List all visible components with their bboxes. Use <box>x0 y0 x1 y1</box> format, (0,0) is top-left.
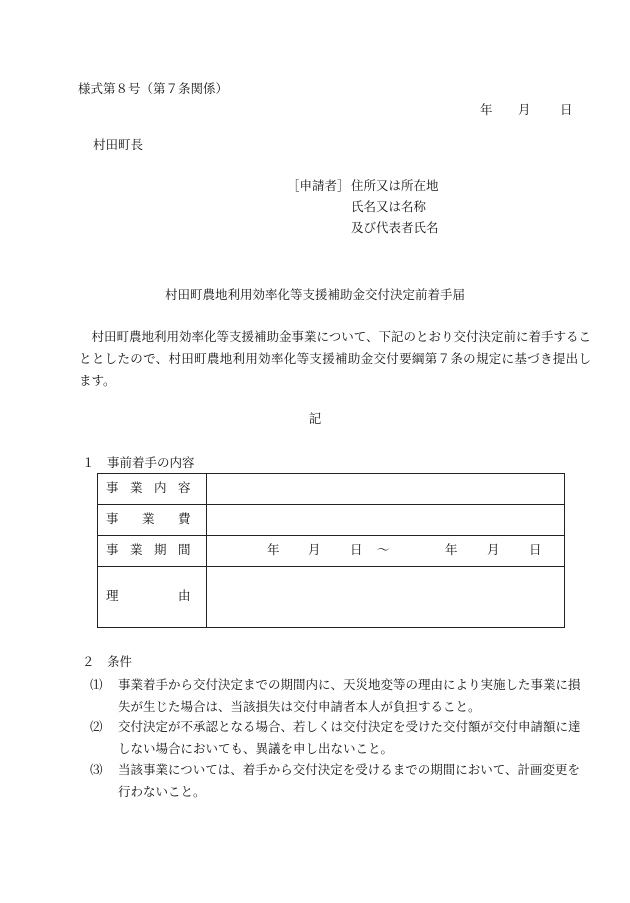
content-label-cell <box>98 474 207 505</box>
period-value-cell[interactable] <box>207 536 565 567</box>
table-row <box>98 567 565 628</box>
cost-label-char: 費 <box>178 511 191 526</box>
date-year-label: 年 <box>480 102 493 117</box>
condition-item <box>90 759 590 803</box>
date-day-label: 日 <box>560 102 573 117</box>
addressee: 村田町長 <box>93 137 144 152</box>
reason-label-cell <box>98 567 207 628</box>
reason-label-char: 理 <box>106 588 119 603</box>
period-label-char: 事 <box>106 542 119 557</box>
content-label-char: 業 <box>130 480 143 495</box>
period-end-day: 日 <box>529 542 542 557</box>
applicant-name-label: 氏名又は名称 <box>351 199 427 214</box>
condition-number: ⑶ <box>90 762 103 777</box>
table-row <box>98 536 565 567</box>
period-end-month: 月 <box>487 542 500 557</box>
reason-label-char: 由 <box>178 588 191 603</box>
table-row <box>98 474 565 505</box>
date-month-label: 月 <box>518 102 531 117</box>
condition-text: 当該事業については、着手から交付決定を受けるまでの期間において、計画変更を行わないこと。 <box>118 762 581 799</box>
period-label-char: 業 <box>130 542 143 557</box>
table-row <box>98 505 565 536</box>
period-label-cell <box>98 536 207 567</box>
ki-heading: 記 <box>308 411 322 426</box>
section1-heading: １ 事前着手の内容 <box>82 455 195 470</box>
period-start-year: 年 <box>267 542 280 557</box>
section2-heading: ２ 条件 <box>82 654 133 669</box>
form-number: 様式第８号（第７条関係） <box>78 81 229 96</box>
condition-number: ⑴ <box>90 677 103 692</box>
period-start-day: 日 <box>350 542 363 557</box>
cost-label-char: 業 <box>142 511 155 526</box>
advance-start-table <box>97 473 565 628</box>
content-label-char: 容 <box>178 480 191 495</box>
applicant-address-label: 住所又は所在地 <box>351 178 439 193</box>
condition-item <box>90 674 590 718</box>
period-tilde: ～ <box>377 542 390 557</box>
condition-text: 交付決定が不承認となる場合、若しくは交付決定を受けた交付額が交付申請額に達しない場合においても、異議を申し出ないこと。 <box>118 719 581 756</box>
period-label-char: 間 <box>178 542 191 557</box>
period-start-month: 月 <box>308 542 321 557</box>
document-title: 村田町農地利用効率化等支援補助金交付決定前着手届 <box>164 287 465 302</box>
body-paragraph: 村田町農地利用効率化等支援補助金事業について、下記のとおり交付決定前に着手することとしたので、村田町農地利用効率化等支援補助金交付要綱第７条の規定に基づき提出します。 <box>79 329 592 388</box>
content-label-char: 内 <box>154 480 167 495</box>
reason-value-cell[interactable] <box>207 567 565 628</box>
cost-value-cell[interactable] <box>207 505 565 536</box>
applicant-representative-label: 及び代表者氏名 <box>351 220 439 235</box>
condition-item <box>90 716 590 760</box>
content-value-cell[interactable] <box>207 474 565 505</box>
cost-label-cell <box>98 505 207 536</box>
cost-label-char: 事 <box>106 511 119 526</box>
period-label-char: 期 <box>154 542 167 557</box>
condition-number: ⑵ <box>90 719 103 734</box>
period-end-year: 年 <box>445 542 458 557</box>
applicant-label: ［申請者］ <box>287 178 350 193</box>
condition-text: 事業着手から交付決定までの期間内に、天災地変等の理由により実施した事業に損失が生じた場合は、当該損失は交付申請者本人が負担すること。 <box>118 677 581 714</box>
content-label-char: 事 <box>106 480 119 495</box>
